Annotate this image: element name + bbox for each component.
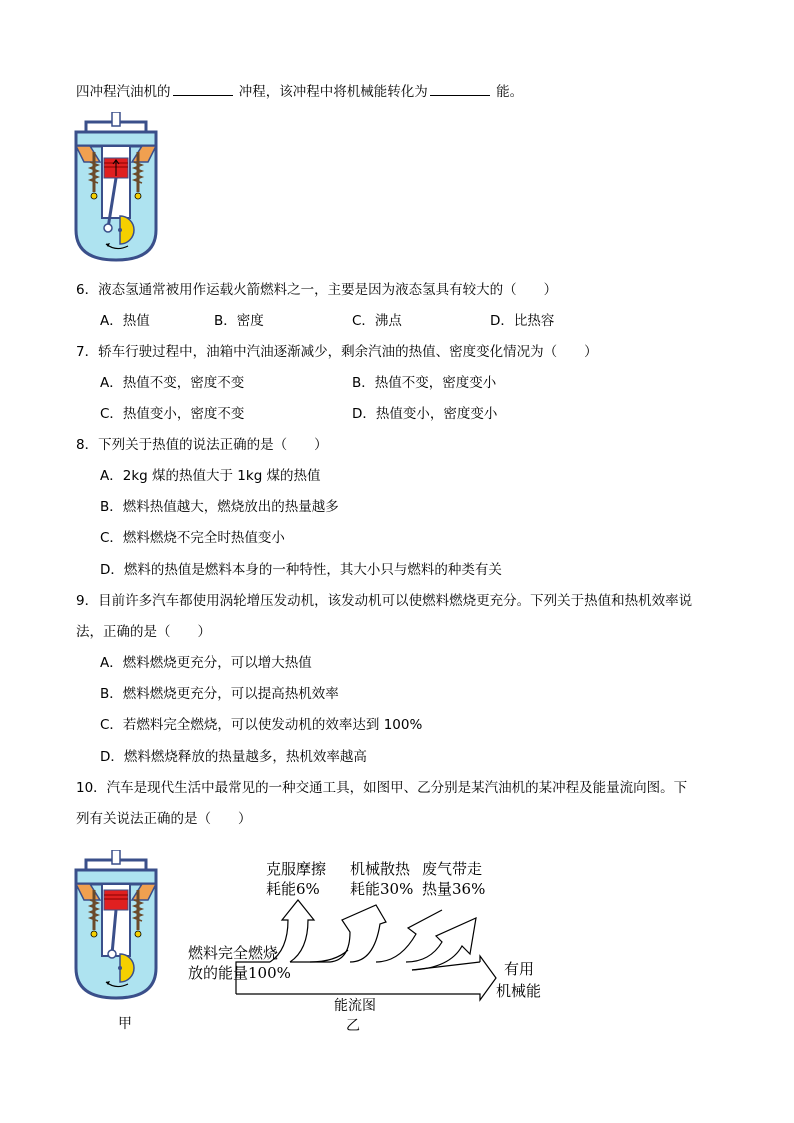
q8-stem: 8．下列关于热值的说法正确的是（ ） [76, 437, 328, 453]
output-energy-line1: 有用 [504, 960, 535, 978]
q7-option-a: A．热值不变，密度不变 [100, 375, 245, 391]
q7-stem: 7．轿车行驶过程中，油箱中汽油逐渐减少，剩余汽油的热值、密度变化情况为（ ） [76, 344, 598, 360]
q9-option-a: A．燃料燃烧更充分，可以增大热值 [100, 655, 312, 671]
loss-exhaust-line1: 废气带走 [422, 860, 483, 878]
q7-option-d: D．热值变小，密度变小 [352, 406, 498, 422]
answer-blank-2 [430, 81, 490, 96]
input-energy-line1: 燃料完全燃烧 [188, 944, 279, 962]
loss-heat-line2: 耗能30% [350, 880, 414, 898]
loss-exhaust-line2: 热量36% [422, 880, 486, 898]
energy-flow-diagram [180, 850, 560, 1040]
q6-option-b: B．密度 [214, 313, 264, 329]
loss-heat-line1: 机械散热 [350, 860, 411, 878]
q6-option-c: C．沸点 [352, 313, 402, 329]
input-energy-line2: 放的能量100% [188, 964, 291, 982]
q10-stem-line2: 列有关说法正确的是（ ） [76, 811, 252, 827]
loss-friction-line2: 耗能6% [266, 880, 320, 898]
q8-option-a: A．2kg 煤的热值大于 1kg 煤的热值 [100, 468, 321, 484]
output-energy-line2: 机械能 [496, 982, 542, 1000]
q9-option-d: D．燃料燃烧释放的热量越多，热机效率越高 [100, 749, 367, 765]
figure-yi-label: 乙 [346, 1018, 360, 1034]
q10-stem-line1: 10．汽车是现代生活中最常见的一种交通工具，如图甲、乙分别是某汽油机的某冲程及能量流向图。下 [76, 780, 688, 796]
q7-option-b: B．热值不变，密度变小 [352, 375, 497, 391]
energy-flow-caption: 能流图 [334, 998, 376, 1014]
answer-blank-1 [173, 81, 233, 96]
q9-option-c: C．若燃料完全燃烧，可以使发动机的效率达到 100% [100, 717, 423, 733]
intro-line: 四冲程汽油机的 冲程，该冲程中将机械能转化为 能。 [76, 81, 523, 102]
q8-option-b: B．燃料热值越大，燃烧放出的热量越多 [100, 499, 339, 515]
q9-option-b: B．燃料燃烧更充分，可以提高热机效率 [100, 686, 339, 702]
q9-stem-line1: 9．目前许多汽车都使用涡轮增压发动机，该发动机可以使燃料燃烧更充分。下列关于热值和热机效率说 [76, 593, 693, 609]
q6-option-a: A．热值 [100, 313, 150, 329]
q6-option-d: D．比热容 [490, 313, 555, 329]
q8-option-d: D．燃料的热值是燃料本身的一种特性，其大小只与燃料的种类有关 [100, 562, 502, 578]
q8-option-c: C．燃料燃烧不完全时热值变小 [100, 530, 285, 546]
figure-jia-label: 甲 [118, 1016, 132, 1032]
q7-option-c: C．热值变小，密度不变 [100, 406, 245, 422]
q6-stem: 6．液态氢通常被用作运载火箭燃料之一，主要是因为液态氢具有较大的（ ） [76, 282, 558, 298]
engine-diagram-jia [72, 850, 160, 1002]
q9-stem-line2: 法，正确的是（ ） [76, 624, 211, 640]
loss-friction-line1: 克服摩擦 [266, 860, 327, 878]
engine-diagram-1 [72, 112, 160, 264]
